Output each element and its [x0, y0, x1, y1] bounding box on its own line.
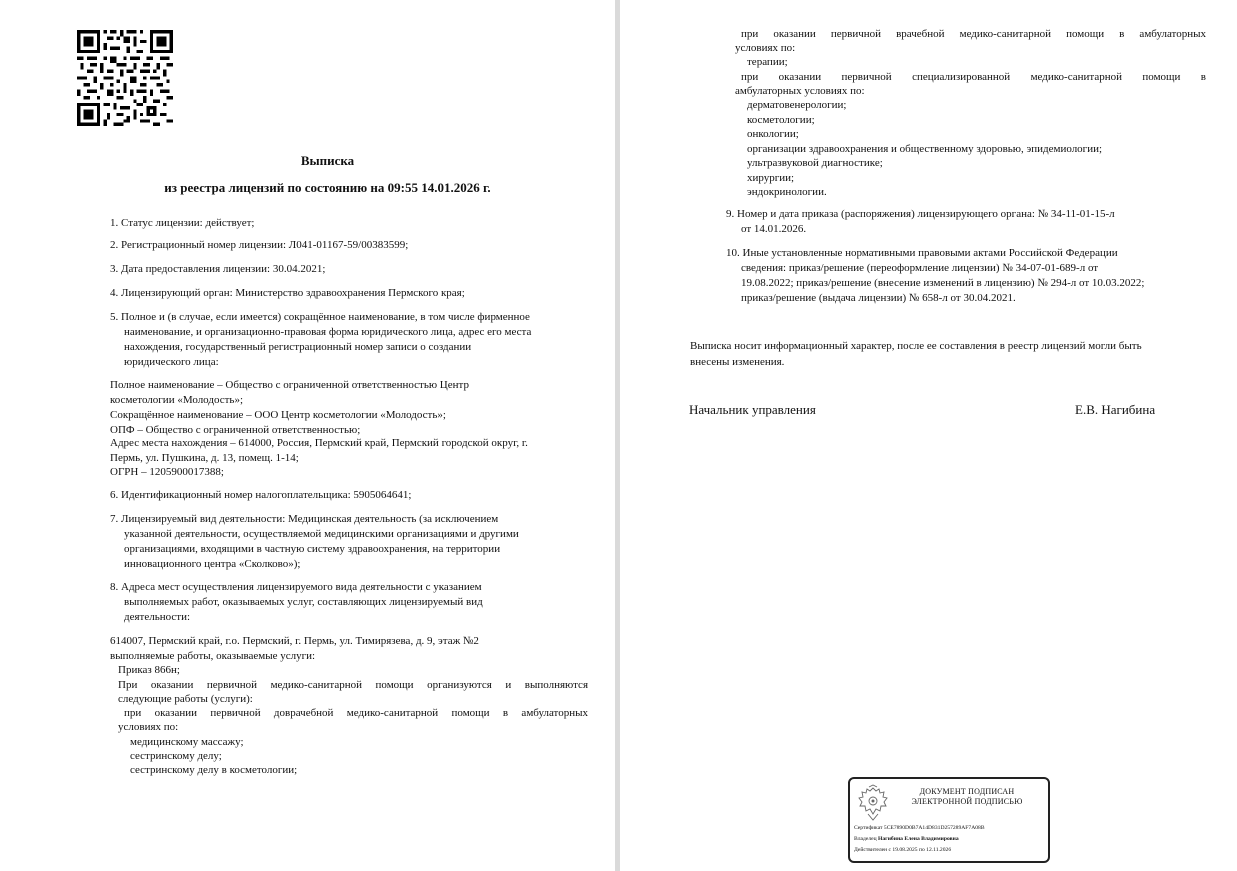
- coat-of-arms-icon: [856, 784, 890, 822]
- pre-doctor-care: при оказании первичной доврачебной медико-санитарной помощи в амбулаторных: [124, 707, 588, 719]
- primary-care-intro: При оказании первичной медико-санитарной помощи организуются и выполняются: [118, 679, 588, 691]
- doctor-care-line: при оказании первичной врачебной медико-санитарной помощи в амбулаторных: [741, 28, 1206, 40]
- item-8-line-1: 8. Адреса мест осуществления лицензируемого вида деятельности с указанием: [110, 581, 482, 593]
- item-7-line-1: 7. Лицензируемый вид деятельности: Медицинская деятельность (за исключением: [110, 513, 499, 525]
- document-subtitle: из реестра лицензий по состоянию на 09:55 14.01.2026 г.: [164, 180, 491, 195]
- pre-doctor-care-2: условиях по:: [118, 721, 179, 733]
- activity-address: 614007, Пермский край, г.о. Пермский, г. Пермь, ул. Тимирязева, д. 9, этаж №2: [110, 635, 479, 647]
- item-6: 6. Идентификационный номер налогоплательщика: 5905064641;: [110, 489, 412, 501]
- service-therapy: терапии;: [747, 56, 788, 68]
- org-short-name: Сокращённое наименование – ООО Центр косметологии «Молодость»;: [110, 409, 446, 421]
- stamp-owner-label: Владелец: [854, 836, 877, 842]
- primary-care-intro-2: следующие работы (услуги):: [118, 693, 253, 705]
- service-nursing-cosmetology: сестринскому делу в косметологии;: [130, 764, 298, 776]
- item-10-line-1: 10. Иные установленные нормативными правовыми актами Российской Федерации: [726, 247, 1118, 259]
- stamp-certificate: [854, 824, 985, 832]
- item-8-line-2: выполняемых работ, оказываемых услуг, составляющих лицензируемый вид: [124, 596, 483, 608]
- stamp-heading-line-1: ДОКУМЕНТ ПОДПИСАН: [919, 787, 1015, 796]
- stamp-certificate-label: Сертификат: [854, 825, 883, 831]
- stamp-heading-line-2: ЭЛЕКТРОННОЙ ПОДПИСЬЮ: [911, 797, 1023, 806]
- org-address-2: Пермь, ул. Пушкина, д. 13, помещ. 1-14;: [110, 452, 299, 464]
- item-7-line-3: организациями, входящими в частную систему здравоохранения, на территории: [124, 543, 501, 555]
- service-dermatovenerology: дерматовенерологии;: [747, 99, 847, 111]
- electronic-signature-stamp: [848, 777, 1050, 863]
- org-address-1: Адрес места нахождения – 614000, Россия, Пермский край, Пермский городской округ, г.: [110, 437, 528, 449]
- note-line-2: внесены изменения.: [690, 356, 785, 368]
- item-2: 2. Регистрационный номер лицензии: Л041-01167-59/00383599;: [110, 239, 409, 251]
- doctor-care-line-2: условиях по:: [735, 42, 796, 54]
- item-8-line-3: деятельности:: [124, 611, 191, 623]
- signer-position: Начальник управления: [689, 402, 816, 417]
- note-line-1: Выписка носит информационный характер, после ее составления в реестр лицензий могли быть: [690, 340, 1142, 352]
- item-10-line-2: сведения: приказ/решение (переоформление лицензии) № 34-07-01-689-л от: [741, 262, 1099, 274]
- org-ogrn: ОГРН – 1205900017388;: [110, 466, 224, 478]
- order-label: Приказ 866н;: [118, 664, 180, 676]
- item-1: 1. Статус лицензии: действует;: [110, 217, 255, 229]
- qr-code: [77, 30, 173, 126]
- service-ultrasound: ультразвуковой диагностике;: [747, 157, 883, 169]
- org-full-name-1: Полное наименование – Общество с ограниченной ответственностью Центр: [110, 379, 469, 391]
- service-surgery: хирургии;: [747, 172, 795, 184]
- item-9-line-1: 9. Номер и дата приказа (распоряжения) лицензирующего органа: № 34-11-01-15-л: [726, 208, 1115, 220]
- item-3: 3. Дата предоставления лицензии: 30.04.2021;: [110, 263, 326, 275]
- stamp-validity: Действителен с 19.08.2025 по 12.11.2026: [854, 847, 952, 853]
- item-5-line-3: нахождения, государственный регистрационный номер записи о создании: [124, 341, 472, 353]
- service-cosmetology: косметологии;: [747, 114, 815, 126]
- item-4: 4. Лицензирующий орган: Министерство здравоохранения Пермского края;: [110, 287, 465, 299]
- stamp-owner: [854, 835, 959, 843]
- service-endocrinology: эндокринологии.: [747, 186, 827, 198]
- special-care-line: при оказании первичной специализированной медико-санитарной помощи в: [741, 71, 1206, 83]
- org-full-name-2: косметологии «Молодость»;: [110, 394, 243, 406]
- item-5-line-2: наименование, и организационно-правовая форма юридического лица, адрес его места: [124, 326, 532, 338]
- works-label: выполняемые работы, оказываемые услуги:: [110, 650, 316, 662]
- stamp-certificate-value: 5CE7890D0B7A14D831D257289AF7A08B: [883, 825, 985, 831]
- stamp-heading: [892, 787, 1042, 807]
- item-7-line-2: указанной деятельности, осуществляемой медицинскими организациями и другими: [124, 528, 519, 540]
- document-title: Выписка: [300, 153, 355, 168]
- item-5-line-1: 5. Полное и (в случае, если имеется) сокращённое наименование, в том числе фирменное: [110, 311, 530, 323]
- service-nursing: сестринскому делу;: [130, 750, 222, 762]
- service-massage: медицинскому массажу;: [130, 736, 244, 748]
- service-oncology: онкологии;: [747, 128, 799, 140]
- document-page-1: [0, 0, 615, 871]
- service-health-organization: организации здравоохранения и общественному здоровью, эпидемиологии;: [747, 143, 1103, 155]
- org-legal-form: ОПФ – Общество с ограниченной ответственностью;: [110, 424, 361, 436]
- item-5-line-4: юридического лица:: [124, 356, 219, 368]
- item-10-line-3: 19.08.2022; приказ/решение (внесение изменений в лицензию) № 294-л от 10.03.2022;: [741, 277, 1145, 289]
- stamp-owner-value: Нагибина Елена Владимировна: [878, 836, 959, 842]
- signer-name: Е.В. Нагибина: [1075, 402, 1156, 417]
- item-7-line-4: инновационного центра «Сколково»);: [124, 558, 301, 570]
- item-9-line-2: от 14.01.2026.: [741, 223, 807, 235]
- item-10-line-4: приказ/решение (выдача лицензии) № 658-л от 30.04.2021.: [741, 292, 1016, 304]
- document-page-2: [620, 0, 1237, 871]
- special-care-line-2: амбулаторных условиях по:: [735, 85, 865, 97]
